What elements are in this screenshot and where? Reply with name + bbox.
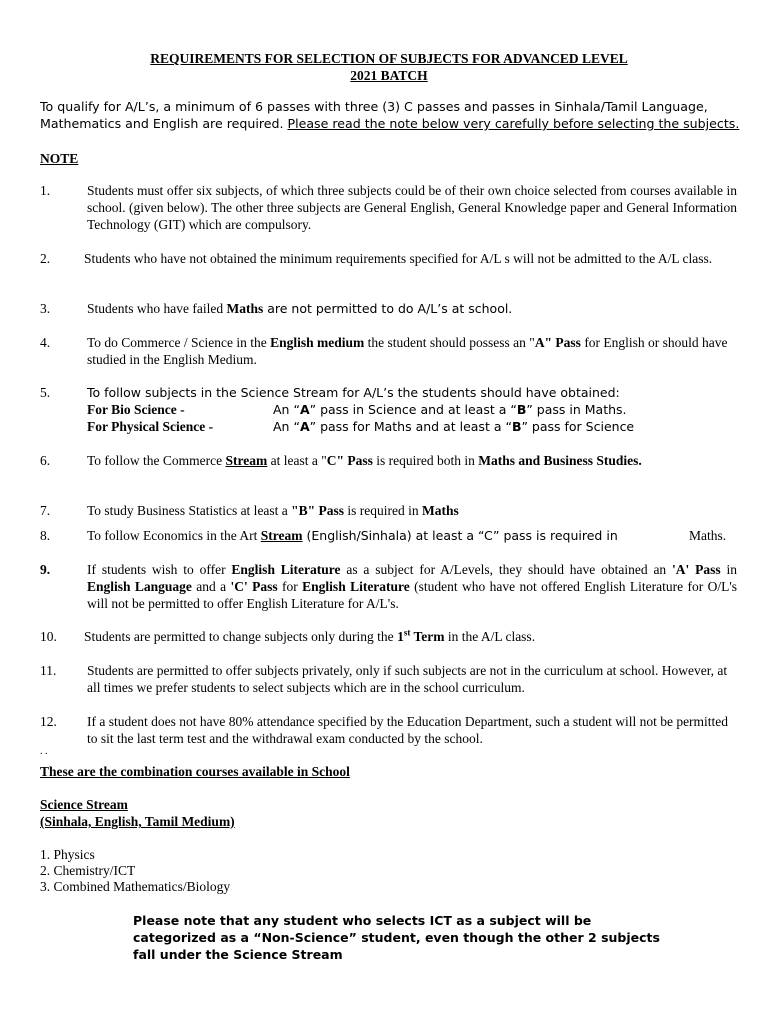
science-stream-medium: (Sinhala, English, Tamil Medium) bbox=[40, 814, 235, 829]
item-text-bold: 'A' Pass bbox=[672, 562, 721, 577]
text-part: An “ bbox=[273, 402, 300, 417]
science-stream-lead: To follow subjects in the Science Stream for A/L’s the students should have obtained: bbox=[87, 385, 620, 400]
grade: A bbox=[299, 402, 310, 417]
item-text: If a student does not have 80% attendance specified by the Education Department, such a student will not be permitted to sit the last term test and the withdrawal exam conducted by the school. bbox=[87, 714, 729, 746]
item-text-bold: Maths bbox=[422, 503, 459, 518]
stray-dots: . . bbox=[40, 746, 48, 757]
intro-paragraph bbox=[40, 98, 740, 132]
list-item: 1. Physics bbox=[40, 847, 95, 862]
combination-courses-heading: These are the combination courses available in School bbox=[40, 764, 350, 779]
item-text-part: and a bbox=[191, 579, 231, 594]
item-text: Students must offer six subjects, of which three subjects could be of their own choice selected from courses available in school. (given below). The other three subjects are General English, General Knowledge paper and General Information Technology (GIT) which are compulsory. bbox=[87, 183, 737, 232]
list-item: 3. Combined Mathematics/Biology bbox=[40, 879, 231, 894]
item-text-part: for English or should have studied in the English Medium. bbox=[87, 335, 728, 367]
grade: B bbox=[516, 402, 527, 417]
item-text bbox=[87, 561, 737, 612]
item-text bbox=[87, 384, 737, 435]
item-text-bold: Stream bbox=[225, 453, 268, 468]
item-text-part: Maths. bbox=[689, 528, 727, 543]
note-heading: NOTE bbox=[40, 151, 79, 166]
item-text-part: To do Commerce / Science in the bbox=[87, 335, 271, 350]
item-text-part: Students are permitted to change subjects only during the bbox=[84, 629, 398, 644]
item-text-bold: Stream bbox=[260, 528, 303, 543]
item-text-part: is required in bbox=[344, 503, 423, 518]
ordinal-superscript: st bbox=[403, 627, 411, 638]
item-number: 11. bbox=[40, 663, 57, 678]
item-text bbox=[87, 334, 737, 368]
item-number: 12. bbox=[40, 714, 57, 729]
item-text-part: at least a " bbox=[267, 453, 327, 468]
item-text-bold: 1 bbox=[397, 629, 404, 644]
text-part: ” pass for Science bbox=[521, 419, 635, 434]
science-stream-heading bbox=[40, 796, 235, 830]
item-text-bold: Maths bbox=[226, 301, 264, 316]
item-text-part: Students who have failed bbox=[87, 301, 227, 316]
item-text-bold: English Literature bbox=[302, 579, 410, 594]
item-number: 1. bbox=[40, 183, 51, 198]
item-number: 7. bbox=[40, 503, 51, 518]
item-text-bold: Maths and Business Studies. bbox=[478, 453, 642, 468]
document-subtitle: 2021 BATCH bbox=[350, 68, 428, 83]
item-text bbox=[87, 452, 737, 469]
item-number: 8. bbox=[40, 528, 51, 543]
item-text-part: (English/Sinhala) at least a “C” pass is required in bbox=[302, 528, 618, 543]
text-part: An “ bbox=[273, 419, 300, 434]
item-text-part: for bbox=[277, 579, 303, 594]
document-title: REQUIREMENTS FOR SELECTION OF SUBJECTS FOR ADVANCED LEVEL bbox=[150, 51, 628, 66]
item-text-bold: English medium bbox=[270, 335, 365, 350]
item-number: 6. bbox=[40, 453, 51, 468]
item-number: 9. bbox=[40, 562, 51, 577]
item-text-bold: C" Pass bbox=[326, 453, 373, 468]
list-item: 2. Chemistry/ICT bbox=[40, 863, 136, 878]
item-number: 3. bbox=[40, 301, 51, 316]
item-text-part: (student who have not offered English Literature for O/L's will not be permitted to offer English Literature for A/L's. bbox=[87, 579, 738, 611]
item-number: 2. bbox=[40, 251, 51, 266]
item-text bbox=[87, 527, 737, 544]
item-text-bold: 'C' Pass bbox=[230, 579, 278, 594]
intro-underlined-note: Please read the note below very carefully before selecting the subjects. bbox=[287, 116, 740, 131]
item-text-part: If students wish to offer bbox=[87, 562, 232, 577]
item-text bbox=[87, 502, 737, 519]
item-text-part: the student should possess an " bbox=[364, 335, 535, 350]
grade: A bbox=[299, 419, 310, 434]
item-text-part: in the A/L class. bbox=[444, 629, 536, 644]
bio-science-label: For Bio Science - bbox=[87, 402, 185, 417]
science-stream-title: Science Stream bbox=[40, 797, 128, 812]
item-text bbox=[84, 628, 734, 645]
science-subject-list bbox=[40, 846, 230, 894]
item-text-part: To follow the Commerce bbox=[87, 453, 226, 468]
text-part: ” pass for Maths and at least a “ bbox=[309, 419, 512, 434]
item-text-part: To follow Economics in the Art bbox=[87, 528, 261, 543]
item-number: 4. bbox=[40, 335, 51, 350]
item-text-bold: Term bbox=[410, 629, 445, 644]
item-text-bold: English Literature bbox=[231, 562, 341, 577]
physical-science-requirement bbox=[87, 418, 737, 435]
grade: B bbox=[511, 419, 522, 434]
item-number: 10. bbox=[40, 629, 57, 644]
item-text bbox=[87, 300, 737, 317]
item-text-part: is required both in bbox=[372, 453, 479, 468]
ict-note: Please note that any student who selects ICT as a subject will be categorized as a “Non-Science” student, even though the other 2 subjects fall under the Science Stream bbox=[133, 913, 660, 962]
text-part: ” pass in Science and at least a “ bbox=[309, 402, 517, 417]
item-text-part: as a subject for A/Levels, they should have obtained an bbox=[340, 562, 673, 577]
physical-science-label: For Physical Science - bbox=[87, 419, 214, 434]
text-part: ” pass in Maths. bbox=[526, 402, 627, 417]
intro-text: To qualify for A/L’s, a minimum of 6 passes with three (3) C passes and passes in Sinhala/Tamil Language, Mathematics and English are required. bbox=[40, 99, 708, 131]
item-text-bold: "B" Pass bbox=[291, 503, 345, 518]
item-number: 5. bbox=[40, 385, 51, 400]
item-text-part: in bbox=[720, 562, 737, 577]
item-text-part: are not permitted to do A/L’s at school. bbox=[263, 301, 513, 316]
bio-science-requirement bbox=[87, 401, 737, 418]
item-text-bold: A" Pass bbox=[534, 335, 581, 350]
item-text-bold: English Language bbox=[87, 579, 192, 594]
item-text: Students are permitted to offer subjects privately, only if such subjects are not in the curriculum at school. However, at all times we prefer students to select subjects which are in the school curriculum. bbox=[87, 663, 728, 695]
item-text: Students who have not obtained the minimum requirements specified for A/L s will not be admitted to the A/L class. bbox=[84, 251, 713, 266]
item-text-part: To study Business Statistics at least a bbox=[87, 503, 292, 518]
